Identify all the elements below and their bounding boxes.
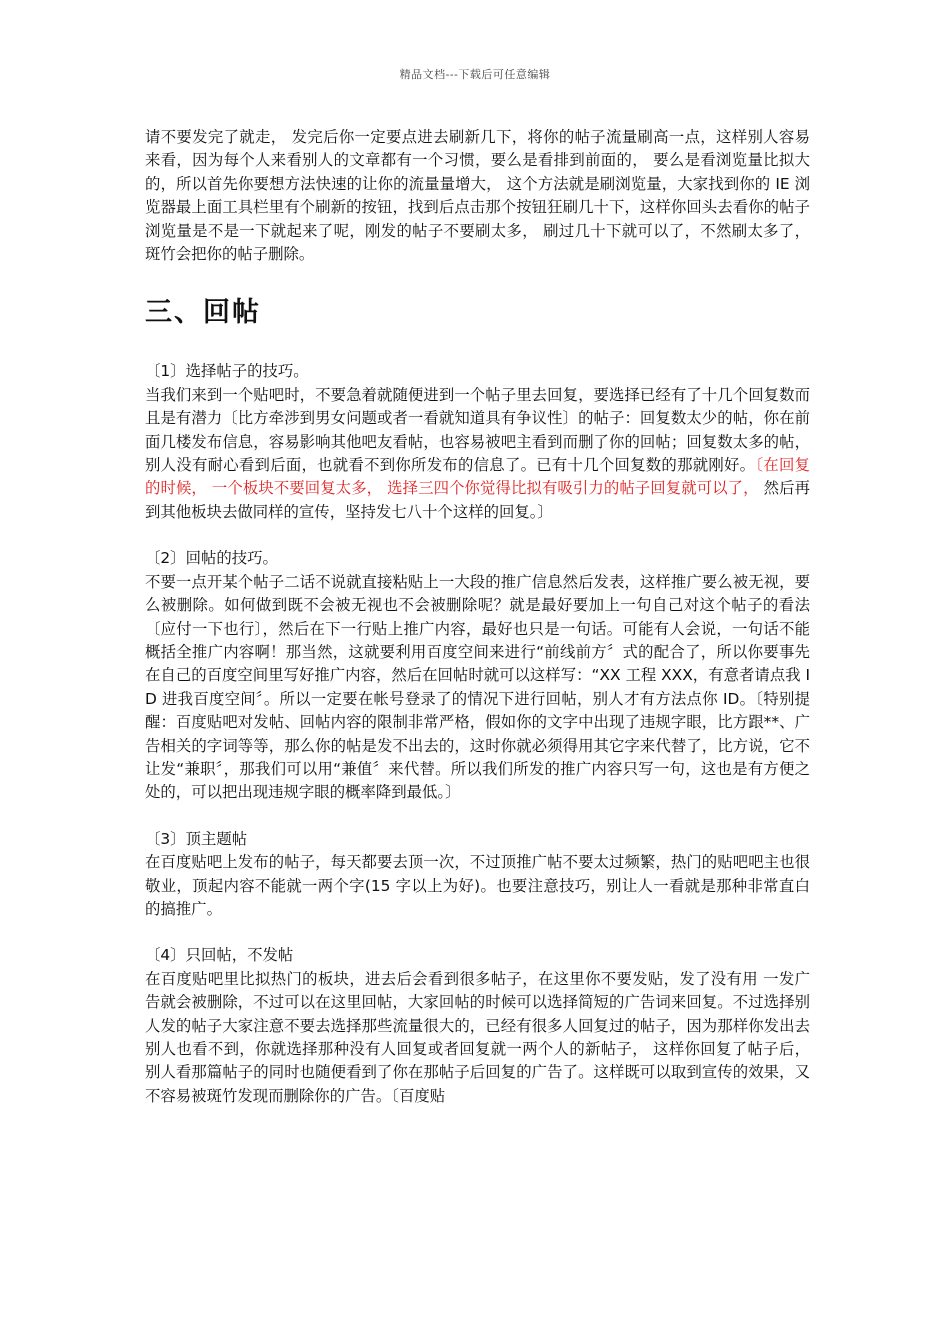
- item-heading: 〔1〕选择帖子的技巧。: [145, 362, 309, 381]
- item-body: [145, 384, 810, 524]
- page-header: 精品文档---下载后可任意编辑: [399, 68, 551, 81]
- item-body-text: 然后再到其他板块去做同样的宣传，坚持发七八十个这样的回复。〕: [145, 479, 810, 521]
- item-heading: 〔2〕回帖的技巧。: [145, 549, 278, 568]
- item-reply-only: [145, 944, 810, 1108]
- intro-paragraph: 请不要发完了就走， 发完后你一定要点进去刷新几下，将你的帖子流量刷高一点，这样别人容易来看，因为每个人来看别人的文章都有一个习惯，要么是看排到前面的， 要么是看浏览量比拟大的，所以首先你要想方法快速的让你的流量量增大， 这个方法就是刷浏览量，大家找到你的 IE 浏览器最上面工具栏里有个刷新的按钮，找到后点击那个按钮狂刷几十下，这样你回头去看你的帖子浏览量是不是一下就起来了呢，刚发的帖子不要刷太多， 刷过几十下就可以了，不然刷太多了， 斑竹会把你的帖子删除。: [145, 128, 810, 264]
- item-select-posts: [145, 360, 810, 524]
- item-heading: 〔4〕只回帖，不发帖: [145, 946, 294, 965]
- item-body: 在百度贴吧里比拟热门的板块，进去后会看到很多帖子，在这里你不要发贴，发了没有用 一发广告就会被删除，不过可以在这里回帖，大家回帖的时候可以选择简短的广告词来回复。不过选择别人发的帖子大家注意不要去选择那些流量很大的，已经有很多人回复过的帖子，因为那样你发出去别人也看不到，你就选择那种没有人回复或者回复就一两个人的新帖子， 这样你回复了帖子后， 别人看那篇帖子的同时也随便看到了你在那帖子后回复的广告了。这样既可以取到宣传的效果，又不容易被斑竹发现而删除你的广告。〔百度贴: [145, 969, 810, 1105]
- item-body: 不要一点开某个帖子二话不说就直接粘贴上一大段的推广信息然后发表，这样推广要么被无视，要么被删除。如何做到既不会被无视也不会被删除呢？就是最好要加上一句自己对这个帖子的看法〔应付一下也行〕，然后在下一行贴上推广内容，最好也只是一句话。可能有人会说，一句话不能概括全推广内容啊！那当然，这就要利用百度空间来进行“前线前方〞式的配合了，所以你要事先在自己的百度空间里写好推广内容，然后在回帖时就可以这样写：“XX 工程 XXX，有意者请点我 ID 进我百度空间〞。所以一定要在帐号登录了的情况下进行回帖，别人才有方法点你 ID。〔特别提醒：百度贴吧对发帖、回帖内容的限制非常严格，假如你的文字中出现了违规字眼，比方跟**、广告相关的字词等等，那么你的帖是发不出去的，这时你就必须得用其它字来代替了，比方说，它不让发“兼职〞，那我们可以用“兼值〞来代替。所以我们所发的推广内容只写一句，这也是有方便之处的，可以把出现违规字眼的概率降到最低。〕: [145, 572, 810, 802]
- item-reply-tips: [145, 547, 810, 804]
- document-body: [145, 126, 810, 1131]
- highlighted-text: 〔在回复的时候， 一个板块不要回复太多， 选择三四个你觉得比拟有吸引力的帖子回复就可以了，: [145, 456, 810, 498]
- item-body-text: 当我们来到一个贴吧时，不要急着就随便进到一个帖子里去回复，要选择已经有了十几个回复数而且是有潜力〔比方牵涉到男女问题或者一看就知道具有争议性〕的帖子：回复数太少的帖，你在前面几楼发布信息，容易影响其他吧友看帖，也容易被吧主看到而删了你的回帖；回复数太多的帖，别人没有耐心看到后面，也就看不到你所发布的信息了。已有十几个回复数的那就刚好。: [145, 385, 810, 475]
- section-title: 三、回帖: [145, 297, 261, 329]
- item-bump-posts: [145, 828, 810, 922]
- item-heading: 〔3〕顶主题帖: [145, 829, 248, 848]
- item-body: 在百度贴吧上发布的帖子，每天都要去顶一次，不过顶推广帖不要太过频繁，热门的贴吧吧主也很敬业，顶起内容不能就一两个字(15 字以上为好)。也要注意技巧，别让人一看就是那种非常直白的搞推广。: [145, 853, 810, 918]
